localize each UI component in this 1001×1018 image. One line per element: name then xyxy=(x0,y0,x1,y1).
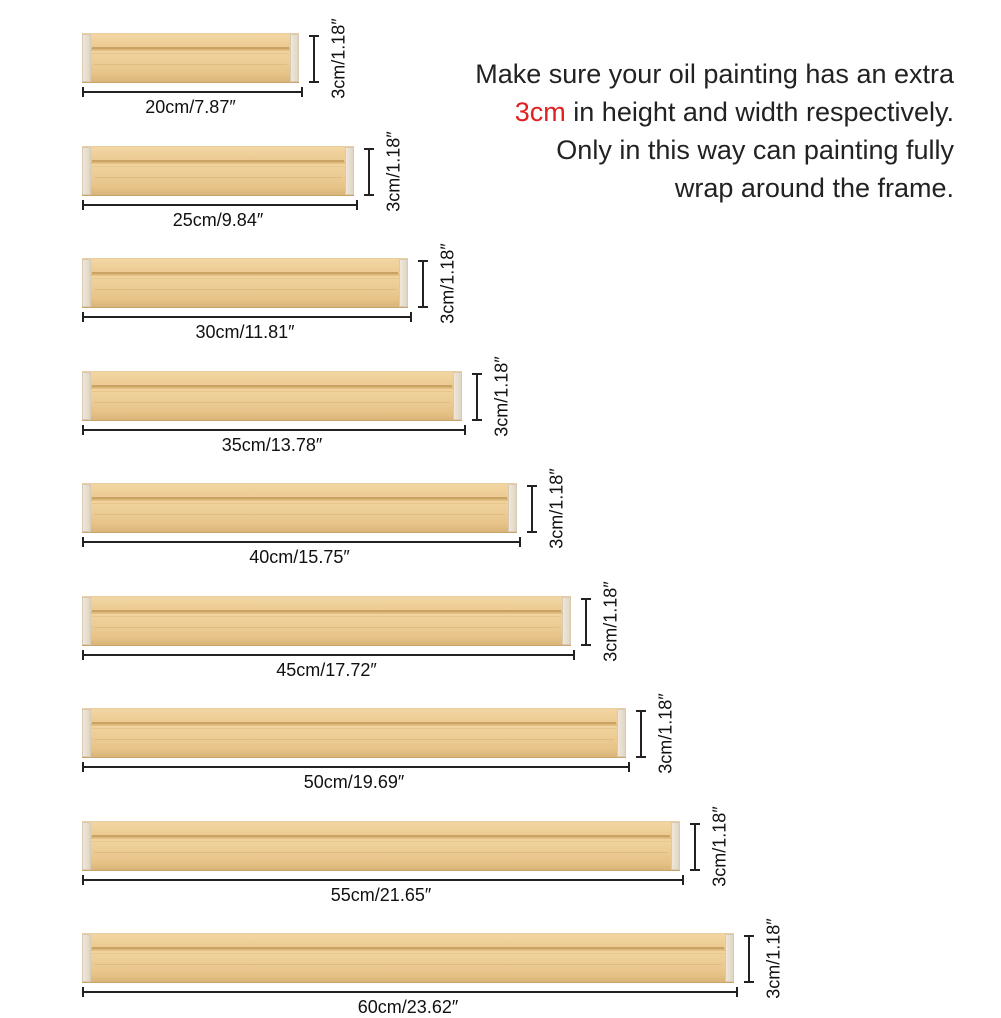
dimension-line xyxy=(82,766,630,768)
dimension-line xyxy=(82,429,466,431)
width-label: 35cm/13.78″ xyxy=(221,435,323,455)
bar-end-cap-left xyxy=(82,484,91,532)
dimension-tick-l xyxy=(82,87,84,97)
dimension-line xyxy=(82,91,303,93)
wood-groove-bot xyxy=(92,166,344,167)
dimension-tick-l xyxy=(82,537,84,547)
height-dimension-line xyxy=(527,485,537,533)
width-label: 45cm/17.72″ xyxy=(276,660,377,680)
bar-end-cap-right xyxy=(617,709,626,757)
dimension-htick-b xyxy=(744,981,754,983)
bar-end-cap-left xyxy=(82,34,91,82)
dimension-htick-t xyxy=(472,373,482,375)
width-label: 50cm/19.69″ xyxy=(303,772,405,792)
dimension-vline xyxy=(748,935,750,983)
dimension-vline xyxy=(476,373,478,421)
bar-end-cap-right xyxy=(290,34,299,82)
height-label: 3cm/1.18″ xyxy=(655,693,676,774)
stretcher-bar xyxy=(82,821,680,871)
dimension-vline xyxy=(368,148,370,196)
width-label: 30cm/11.81″ xyxy=(195,322,295,342)
stretcher-bar xyxy=(82,483,517,533)
stretcher-bar xyxy=(82,933,734,983)
dimension-htick-b xyxy=(418,306,428,308)
dimension-htick-b xyxy=(581,644,591,646)
dimension-vline xyxy=(640,710,642,758)
wood-groove-top xyxy=(92,610,561,612)
dimension-vline xyxy=(694,823,696,871)
wood-groove-bot xyxy=(92,841,670,842)
dimension-htick-t xyxy=(744,935,754,937)
width-dimension-line xyxy=(82,762,630,772)
wood-grain xyxy=(94,402,450,403)
wood-groove-bot xyxy=(92,728,616,729)
height-label: 3cm/1.18″ xyxy=(437,243,458,324)
dimension-htick-b xyxy=(527,531,537,533)
width-label: 20cm/7.87″ xyxy=(145,97,236,117)
stretcher-bar xyxy=(82,146,354,196)
height-label: 3cm/1.18″ xyxy=(546,468,567,549)
dimension-htick-t xyxy=(690,823,700,825)
dimension-tick-r xyxy=(682,875,684,885)
wood-groove-bot xyxy=(92,616,561,617)
height-dimension-line xyxy=(636,710,646,758)
wood-groove-top xyxy=(92,722,616,724)
bar-end-cap-left xyxy=(82,372,91,420)
note-line-2 xyxy=(394,93,954,131)
height-label: 3cm/1.18″ xyxy=(383,131,404,212)
height-dimension-line xyxy=(472,373,482,421)
dimension-htick-b xyxy=(636,756,646,758)
wood-grain xyxy=(94,964,722,965)
wood-groove-top xyxy=(92,272,398,274)
note-line-2-rest: in height and width respectively. xyxy=(565,97,954,127)
wood-groove-top xyxy=(92,385,452,387)
stretcher-bar xyxy=(82,708,626,758)
wood-groove-bot xyxy=(92,53,289,54)
wood-grain xyxy=(94,177,342,178)
wood-groove-bot xyxy=(92,278,398,279)
height-label: 3cm/1.18″ xyxy=(328,18,349,99)
note-highlight: 3cm xyxy=(514,97,566,127)
wood-groove-bot xyxy=(92,391,452,392)
dimension-tick-r xyxy=(736,987,738,997)
dimension-tick-l xyxy=(82,650,84,660)
width-label: 25cm/9.84″ xyxy=(172,210,264,230)
height-dimension-line xyxy=(309,35,319,83)
dimension-tick-r xyxy=(628,762,630,772)
bar-end-cap-right xyxy=(345,147,354,195)
bar-end-cap-left xyxy=(82,597,91,645)
dimension-tick-l xyxy=(82,200,84,210)
width-dimension-line xyxy=(82,312,412,322)
bar-end-cap-right xyxy=(453,372,462,420)
wood-groove-top xyxy=(92,947,724,949)
dimension-tick-r xyxy=(356,200,358,210)
wood-groove-top xyxy=(92,497,507,499)
dimension-vline xyxy=(531,485,533,533)
width-label: 60cm/23.62″ xyxy=(357,997,459,1017)
bar-end-cap-left xyxy=(82,934,91,982)
width-dimension-line xyxy=(82,425,466,435)
bar-end-cap-left xyxy=(82,259,91,307)
dimension-htick-b xyxy=(309,81,319,83)
wood-grain xyxy=(94,64,287,65)
dimension-tick-r xyxy=(410,312,412,322)
dimension-htick-t xyxy=(309,35,319,37)
wood-groove-top xyxy=(92,47,289,49)
wood-groove-top xyxy=(92,160,344,162)
width-dimension-line xyxy=(82,537,521,547)
wood-grain xyxy=(94,852,668,853)
dimension-line xyxy=(82,204,358,206)
width-dimension-line xyxy=(82,87,303,97)
bar-end-cap-left xyxy=(82,709,91,757)
dimension-htick-b xyxy=(690,869,700,871)
dimension-line xyxy=(82,316,412,318)
dimension-tick-l xyxy=(82,425,84,435)
height-label: 3cm/1.18″ xyxy=(491,356,512,437)
wood-groove-bot xyxy=(92,503,507,504)
instruction-note xyxy=(394,55,954,207)
stretcher-bar xyxy=(82,371,462,421)
dimension-htick-t xyxy=(581,598,591,600)
bar-end-cap-left xyxy=(82,147,91,195)
dimension-htick-b xyxy=(364,194,374,196)
height-dimension-line xyxy=(744,935,754,983)
note-line-3: Only in this way can painting fully xyxy=(556,135,954,165)
note-line-4: wrap around the frame. xyxy=(674,173,954,203)
dimension-htick-t xyxy=(418,260,428,262)
dimension-htick-b xyxy=(472,419,482,421)
dimension-vline xyxy=(422,260,424,308)
note-line-1: Make sure your oil painting has an extra xyxy=(475,59,954,89)
width-dimension-line xyxy=(82,987,738,997)
width-label: 55cm/21.65″ xyxy=(330,885,432,905)
bar-end-cap-right xyxy=(725,934,734,982)
dimension-vline xyxy=(585,598,587,646)
wood-groove-top xyxy=(92,835,670,837)
height-dimension-line xyxy=(690,823,700,871)
height-dimension-line xyxy=(364,148,374,196)
stretcher-bar xyxy=(82,258,408,308)
bar-end-cap-right xyxy=(399,259,408,307)
dimension-tick-r xyxy=(519,537,521,547)
wood-grain xyxy=(94,514,505,515)
wood-grain xyxy=(94,289,396,290)
wood-groove-bot xyxy=(92,953,724,954)
dimension-htick-t xyxy=(364,148,374,150)
dimension-vline xyxy=(313,35,315,83)
wood-grain xyxy=(94,739,614,740)
height-dimension-line xyxy=(418,260,428,308)
width-dimension-line xyxy=(82,200,358,210)
wood-grain xyxy=(94,627,559,628)
dimension-tick-l xyxy=(82,312,84,322)
dimension-tick-l xyxy=(82,987,84,997)
dimension-tick-r xyxy=(464,425,466,435)
bar-end-cap-right xyxy=(508,484,517,532)
dimension-htick-t xyxy=(636,710,646,712)
dimension-line xyxy=(82,654,575,656)
height-label: 3cm/1.18″ xyxy=(763,918,784,999)
dimension-tick-l xyxy=(82,762,84,772)
width-dimension-line xyxy=(82,650,575,660)
width-label: 40cm/15.75″ xyxy=(249,547,350,567)
dimension-tick-r xyxy=(573,650,575,660)
dimension-htick-t xyxy=(527,485,537,487)
bar-end-cap-right xyxy=(562,597,571,645)
height-label: 3cm/1.18″ xyxy=(709,806,730,887)
bar-end-cap-left xyxy=(82,822,91,870)
dimension-tick-r xyxy=(301,87,303,97)
dimension-tick-l xyxy=(82,875,84,885)
dimension-line xyxy=(82,541,521,543)
stretcher-bar xyxy=(82,596,571,646)
dimension-line xyxy=(82,991,738,993)
height-label: 3cm/1.18″ xyxy=(600,581,621,662)
height-dimension-line xyxy=(581,598,591,646)
width-dimension-line xyxy=(82,875,684,885)
dimension-line xyxy=(82,879,684,881)
bar-end-cap-right xyxy=(671,822,680,870)
stretcher-bar xyxy=(82,33,299,83)
